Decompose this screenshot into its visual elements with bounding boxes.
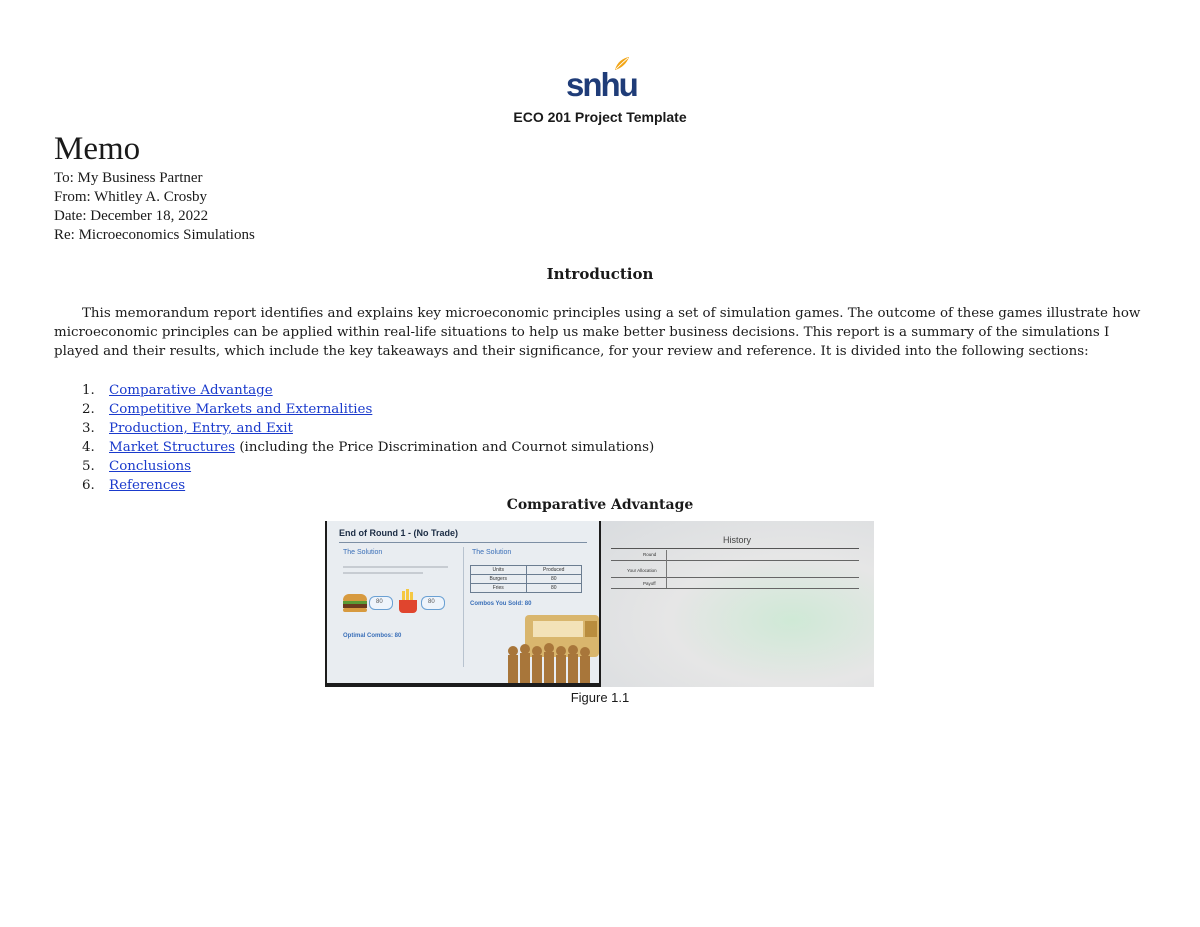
optimal-combos: Optimal Combos: 80: [343, 633, 402, 639]
logo-wordmark: snhu: [566, 66, 637, 103]
round-title: End of Round 1 - (No Trade): [339, 528, 458, 538]
divider: [611, 560, 859, 561]
solution-label-right: The Solution: [472, 549, 512, 556]
toc-link-competitive-markets[interactable]: Competitive Markets and Externalities: [109, 402, 373, 417]
toc-link-references[interactable]: References: [109, 478, 186, 493]
divider: [611, 577, 859, 578]
history-row-label: Round: [643, 552, 657, 557]
divider: [339, 542, 587, 543]
leaf-icon: [614, 56, 630, 72]
table-of-contents: [82, 381, 654, 495]
toc-item: 6. References: [82, 478, 186, 493]
burger-input: 80: [369, 596, 393, 610]
comparative-advantage-heading: Comparative Advantage: [506, 497, 694, 513]
toc-item: 2. Competitive Markets and Externalities: [82, 402, 373, 417]
memo-date: Date: December 18, 2022: [54, 208, 209, 224]
history-row-label: Your Allocation: [627, 568, 657, 573]
text-placeholder: [343, 566, 448, 568]
fries-input: 80: [421, 596, 445, 610]
toc-item: 1. Comparative Advantage: [82, 383, 273, 398]
toc-link-production-entry-exit[interactable]: Production, Entry, and Exit: [109, 421, 293, 436]
divider: [611, 588, 859, 589]
simulation-round-screen: [325, 521, 601, 687]
introduction-heading: Introduction: [546, 265, 654, 283]
figure-1-1-image: [325, 521, 874, 687]
memo-re: Re: Microeconomics Simulations: [54, 227, 255, 243]
divider: [611, 548, 859, 549]
toc-item: 4. Market Structures (including the Price Discrimination and Cournot simulations): [82, 440, 655, 455]
memo-to: To: My Business Partner: [54, 170, 203, 186]
template-title: ECO 201 Project Template: [513, 109, 687, 125]
divider: [666, 550, 667, 588]
toc-item: 3. Production, Entry, and Exit: [82, 421, 293, 436]
simulation-history-screen: [601, 521, 874, 687]
snhu-logo: [566, 56, 637, 103]
introduction-paragraph: This memorandum report identifies and explains key microeconomic principles using a set of simulation games. The outcome of these games illustrate how microeconomic principles can be applied within real-life situations to help us make better business decisions. This report is a summary of the simulations I played and their results, which include the key takeaways and their significance, for your review and reference. It is divided into the following sections:: [54, 306, 1141, 359]
solution-label-left: The Solution: [343, 549, 383, 556]
combos-sold: Combos You Sold: 80: [470, 601, 532, 607]
toc-link-comparative-advantage[interactable]: Comparative Advantage: [109, 383, 273, 398]
history-row-label: Payoff: [643, 581, 656, 586]
figure-caption: Figure 1.1: [570, 690, 630, 705]
toc-link-market-structures[interactable]: Market Structures: [109, 440, 236, 455]
memo-from: From: Whitley A. Crosby: [54, 189, 208, 205]
text-placeholder: [343, 572, 423, 574]
memo-title: Memo: [54, 131, 141, 167]
toc-item: 5. Conclusions: [82, 459, 192, 474]
toc-link-conclusions[interactable]: Conclusions: [109, 459, 192, 474]
divider: [463, 547, 464, 667]
food-truck-icon: [505, 613, 603, 683]
history-title: History: [723, 535, 752, 545]
burger-icon: [343, 594, 367, 612]
results-table: Units Produced Burgers 80 Fries 80: [470, 565, 582, 593]
fries-icon: [399, 591, 417, 613]
